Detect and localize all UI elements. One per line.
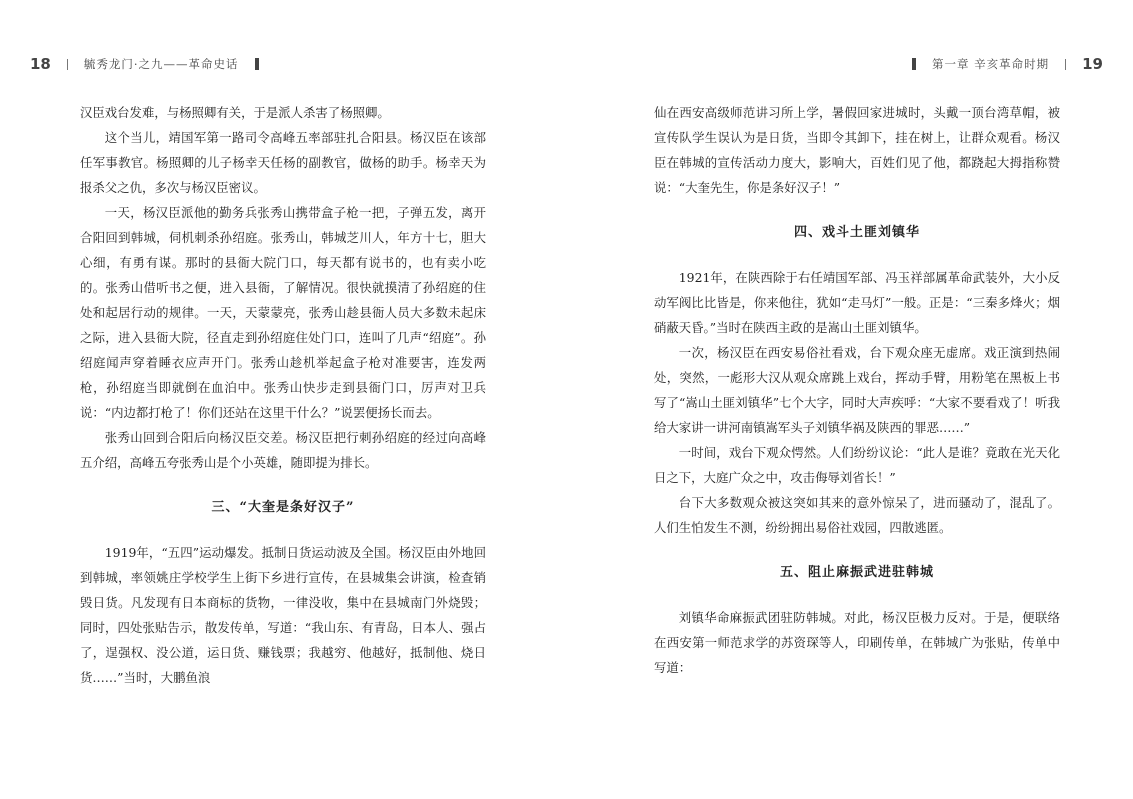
section-heading: 四、戏斗土匪刘镇华	[793, 225, 920, 240]
page-number: 19	[1082, 55, 1103, 73]
paragraph: 1919年，“五四”运动爆发。抵制日货运动波及全国。杨汉臣由外地回到韩城，率领姚庄学校学生上街下乡进行宣传，在县城集会讲演，检查销毁日货。凡发现有日本商标的货物，一律没收，集中在县城南门外烧毁；同时，四处张贴告示，散发传单，写道：“我山东、有青岛，日本人、强占了，逞强权、没公道，运日货、赚钱票；我越穷、他越好，抵制他、烧日货……”当时，大鹏鱼浪	[80, 545, 486, 685]
right-page	[566, 0, 1133, 799]
header-bar-mark	[255, 58, 259, 70]
left-page-header	[30, 52, 259, 76]
left-page-body	[80, 100, 486, 690]
section-heading: 三、“大奎是条好汉子”	[211, 500, 355, 515]
left-page	[0, 0, 566, 799]
page-number: 18	[30, 55, 51, 73]
right-page-header	[912, 52, 1103, 76]
paragraph: 台下大多数观众被这突如其来的意外惊呆了，进而骚动了，混乱了。人们生怕发生不测，纷纷拥出易俗社戏园，四散逃匿。	[654, 495, 1060, 535]
running-title: 第一章 辛亥革命时期	[931, 57, 1050, 71]
paragraph: 张秀山回到合阳后向杨汉臣交差。杨汉臣把行刺孙绍庭的经过向高峰五介绍，高峰五夸张秀山是个小英雄，随即提为排长。	[80, 430, 486, 470]
running-title: 毓秀龙门·之九——革命史话	[83, 57, 239, 71]
paragraph: 仙在西安高级师范讲习所上学，暑假回家进城时，头戴一顶台湾草帽，被宣传队学生误认为是日货，当即令其卸下，挂在树上，让群众观看。杨汉臣在韩城的宣传活动力度大，影响大，百姓们见了他，都跷起大拇指称赞说：“大奎先生，你是条好汉子！”	[654, 105, 1060, 195]
header-bar-mark	[912, 58, 916, 70]
header-divider	[67, 59, 68, 70]
paragraph: 这个当儿，靖国军第一路司令高峰五率部驻扎合阳县。杨汉臣在该部任军事教官。杨照卿的儿子杨幸天任杨的副教官，做杨的助手。杨幸天为报杀父之仇，多次与杨汉臣密议。	[80, 130, 486, 195]
section-heading: 五、阻止麻振武进驻韩城	[779, 565, 934, 580]
paragraph: 一次，杨汉臣在西安易俗社看戏，台下观众座无虚席。戏正演到热闹处，突然，一彪形大汉从观众席跳上戏台，挥动手臂，用粉笔在黑板上书写了“嵩山土匪刘镇华”七个大字，同时大声疾呼：“大家不要看戏了！听我给大家讲一讲河南镇嵩军头子刘镇华祸及陕西的罪恶……”	[654, 345, 1060, 435]
paragraph: 一天，杨汉臣派他的勤务兵张秀山携带盒子枪一把，子弹五发，离开合阳回到韩城，伺机刺杀孙绍庭。张秀山，韩城芝川人，年方十七，胆大心细，有勇有谋。那时的县衙大院门口，每天都有说书的，也有卖小吃的。张秀山借听书之便，进入县衙，了解情况。很快就摸清了孙绍庭的住处和起居行动的规律。一天，天蒙蒙亮，张秀山趁县衙人员大多数未起床之际，进入县衙大院，径直走到孙绍庭住处门口，连叫了几声“绍庭”。孙绍庭闻声穿着睡衣应声开门。张秀山趁机举起盒子枪对准要害，连发两枪，孙绍庭当即就倒在血泊中。张秀山快步走到县衙门口，厉声对卫兵说：“内边都打枪了！你们还站在这里干什么？”说罢便扬长而去。	[80, 205, 486, 420]
paragraph: 一时间，戏台下观众愕然。人们纷纷议论：“此人是谁？竟敢在光天化日之下，大庭广众之中，攻击侮辱刘省长！”	[654, 445, 1060, 485]
paragraph: 汉臣戏台发难，与杨照卿有关，于是派人杀害了杨照卿。	[80, 105, 390, 120]
right-page-body	[654, 100, 1060, 680]
paragraph: 1921年，在陕西除于右任靖国军部、冯玉祥部属革命武装外，大小反动军阀比比皆是，你来他往，犹如“走马灯”一般。正是：“三秦多烽火；烟硝蔽天昏。”当时在陕西主政的是嵩山土匪刘镇华。	[654, 270, 1060, 335]
header-divider	[1065, 59, 1066, 70]
paragraph: 刘镇华命麻振武团驻防韩城。对此，杨汉臣极力反对。于是，便联络在西安第一师范求学的苏资琛等人，印刷传单，在韩城广为张贴，传单中写道：	[654, 610, 1060, 675]
